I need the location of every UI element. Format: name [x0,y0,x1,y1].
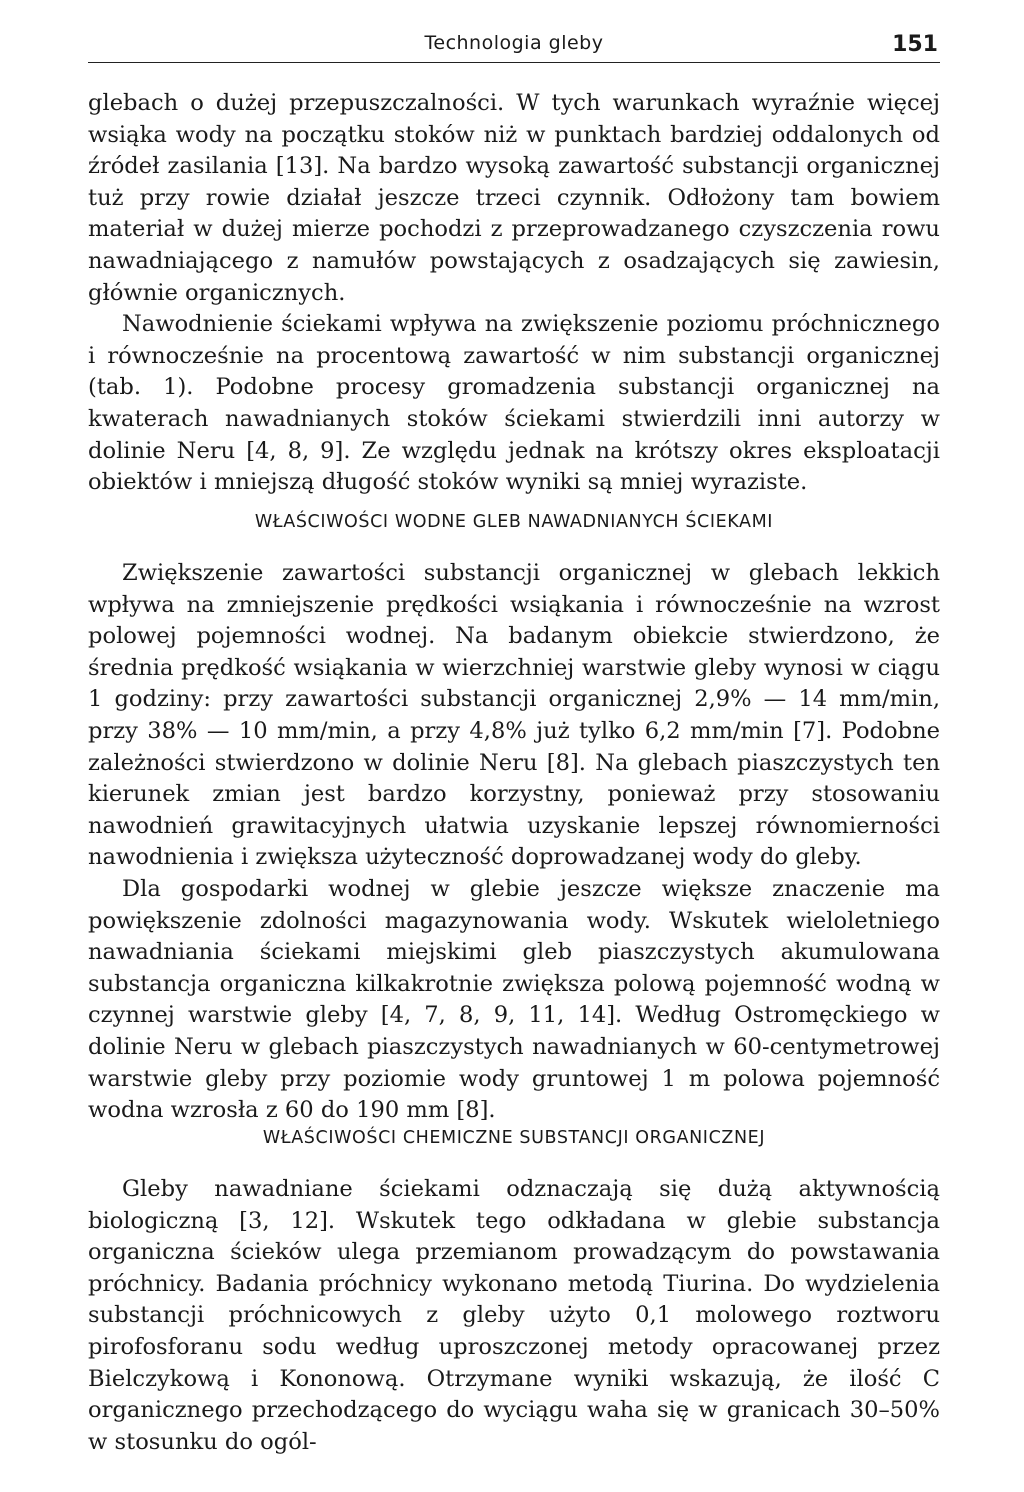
text-block-1 [88,88,940,499]
text-block-3 [88,1174,940,1458]
running-head [88,28,940,63]
paragraph-biological-activity: Gleby nawadniane ściekami odznaczają się dużą aktywnością biologiczną [3, 12]. Wskutek tego odkładana w glebie substancja organiczna ścieków ulega przemianom prowadzącym do powstawania próchnicy. Badania próchnicy wykonano metodą Tiurina. Do wydzielenia substancji próchnicowych z gleby użyto 0,1 molowego roztworu pirofosforanu sodu według uproszczonej metody opracowanej przez Bielczykową i Kononową. Otrzymane wyniki wskazują, że ilość C organicznego przechodzącego do wyciągu waha się w granicach 30–50% w stosunku do ogól- [88,1176,940,1455]
page-number: 151 [892,32,938,57]
paragraph-soil-permeability: glebach o dużej przepuszczalności. W tych warunkach wyraźnie więcej wsiąka wody na początku stoków niż w punktach bardziej oddalonych od źródeł zasilania [13]. Na bardzo wysoką zawartość substancji organicznej tuż przy rowie działał jeszcze trzeci czynnik. Odłożony tam bowiem materiał w dużej mierze pochodzi z przeprowadzanego czyszczenia rowu nawadniającego z namułów powstających z osadzających się zawiesin, głównie organicznych. [88,90,940,306]
paragraph-humus-level: Nawodnienie ściekami wpływa na zwiększenie poziomu próchnicznego i równocześnie na procentową zawartość w nim substancji organicznej (tab. 1). Podobne procesy gromadzenia substancji organicznej na kwaterach nawadnianych stoków ściekami stwierdzili inni autorzy w dolinie Neru [4, 8, 9]. Ze względu jednak na krótszy okres eksploatacji obiektów i mniejszą długość stoków wyniki są mniej wyraziste. [88,311,940,496]
paragraph-water-storage: Dla gospodarki wodnej w glebie jeszcze większe znaczenie ma powiększenie zdolności magazynowania wody. Wskutek wieloletniego nawadniania ściekami miejskimi gleb piaszczystych akumulowana substancja organiczna kilkakrotnie zwiększa polową pojemność wodną w czynnej warstwie gleby [4, 7, 8, 9, 11, 14]. Według Ostromęckiego w dolinie Neru w glebach piaszczystych nawadnianych w 60-centymetrowej warstwie gleby przy poziomie wody gruntowej 1 m polowa pojemność wodna wzrosła z 60 do 190 mm [8]. [88,875,940,1124]
running-title: Technologia gleby [424,32,604,54]
text-block-2 [88,558,940,1127]
section-heading-chemical-properties: WŁAŚCIWOŚCI CHEMICZNE SUBSTANCJI ORGANICZNEJ [262,1128,766,1148]
paragraph-infiltration-rate: Zwiększenie zawartości substancji organicznej w glebach lekkich wpływa na zmniejszenie prędkości wsiąkania i równocześnie na wzrost polowej pojemności wodnej. Na badanym obiekcie stwierdzono, że średnia prędkość wsiąkania w wierzchniej warstwie gleby wynosi w ciągu 1 godziny: przy zawartości substancji organicznej 2,9% — 14 mm/min, przy 38% — 10 mm/min, a przy 4,8% już tylko 6,2 mm/min [7]. Podobne zależności stwierdzono w dolinie Neru [8]. Na glebach piaszczystych ten kierunek zmian jest bardzo korzystny, ponieważ przy stosowaniu nawodnień grawitacyjnych ułatwia uzyskanie lepszej równomierności nawodnienia i zwiększa użyteczność doprowadzanej wody do gleby. [88,560,940,871]
section-heading-water-properties: WŁAŚCIWOŚCI WODNE GLEB NAWADNIANYCH ŚCIEKAMI [254,512,774,532]
